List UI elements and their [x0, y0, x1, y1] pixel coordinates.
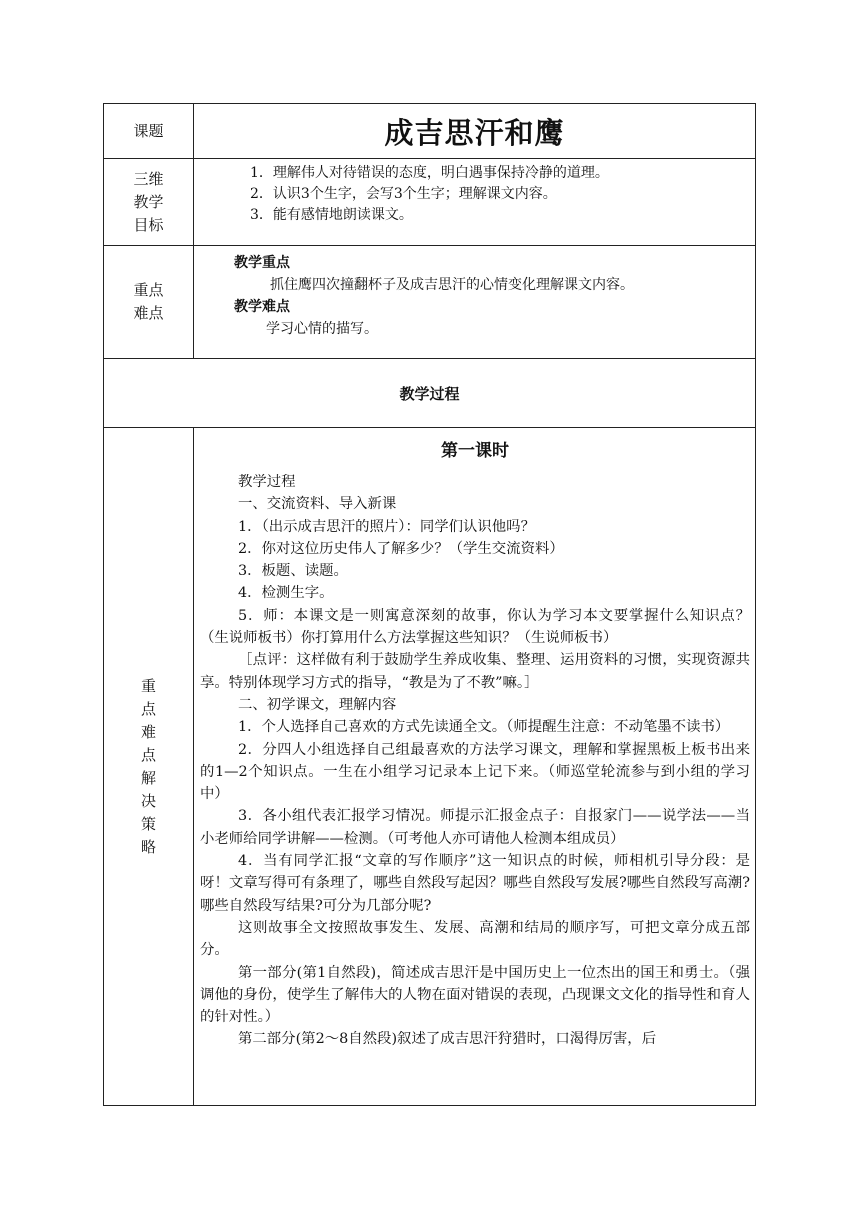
process-row — [104, 359, 756, 428]
key-text: 抓住鹰四次撞翻杯子及成吉思汗的心情变化理解课文内容。 — [270, 277, 634, 293]
key-points-row — [104, 246, 756, 359]
strategy-label-char: 略 — [140, 837, 156, 856]
strategy-paragraphs — [200, 471, 750, 1105]
strategy-row — [104, 428, 756, 1106]
goals-content — [194, 159, 756, 246]
strategy-label-char: 点 — [140, 699, 156, 718]
goals-label-line: 目标 — [133, 215, 164, 234]
process-title: 教学过程 — [104, 359, 756, 428]
key-points-label — [104, 246, 194, 359]
paragraph: 二、初学课文，理解内容 — [238, 696, 397, 713]
paragraph: 3．各小组代表汇报学习情况。师提示汇报金点子：自报家门——说学法——当小老师给同学讲解——检测。（可考他人亦可请他人检测本组成员） — [200, 808, 750, 847]
goal-item: 2．认识3个生字，会写3个生字；理解课文内容。 — [250, 186, 557, 202]
goals-label-line: 三维 — [133, 169, 164, 188]
lesson-period-title: 第一课时 — [441, 441, 509, 461]
paragraph: 教学过程 — [238, 474, 296, 490]
lesson-title: 成吉思汗和鹰 — [194, 104, 756, 159]
key-points-label-line: 难点 — [133, 304, 164, 322]
paragraph: 4．当有同学汇报“文章的写作顺序”这一知识点的时候，师相机引导分段：是呀！文章写得可有条理了，哪些自然段写起因？哪些自然段写发展?哪些自然段写高潮?哪些自然段写结果?可分为几部分呢? — [200, 853, 750, 914]
key-points-content — [194, 246, 756, 359]
paragraph: 5．师：本课文是一则寓意深刻的故事，你认为学习本文要掌握什么知识点？（生说师板书）你打算用什么方法掌握这些知识？（生说师板书） — [200, 607, 750, 647]
strategy-label-char: 解 — [140, 768, 156, 787]
paragraph: 2．分四人小组选择自己组最喜欢的方法学习课文，理解和掌握黑板上板书出来的1—2个知识点。一生在小组学习记录本上记下来。（师巡堂轮流参与到小组的学习中） — [200, 741, 750, 803]
topic-row — [104, 104, 756, 159]
key-heading: 教学重点 — [234, 255, 290, 271]
difficult-heading: 教学难点 — [234, 299, 290, 315]
lesson-plan-table — [103, 103, 756, 1106]
goals-label — [104, 159, 194, 246]
goal-item: 1．理解伟人对待错误的态度，明白遇事保持冷静的道理。 — [250, 165, 609, 181]
paragraph: ［点评：这样做有利于鼓励学生养成收集、整理、运用资料的习惯，实现资源共享。特别体现学习方式的指导，“教是为了不教”嘛。］ — [200, 652, 750, 691]
strategy-label-char: 重 — [140, 676, 156, 695]
strategy-label-char: 难 — [140, 722, 156, 741]
strategy-content — [194, 428, 756, 1106]
paragraph: 1．（出示成吉思汗的照片）：同学们认识他吗？ — [238, 518, 535, 535]
paragraph: 1．个人选择自己喜欢的方式先读通全文。（师提醒生注意：不动笔墨不读书） — [238, 719, 730, 736]
goal-item: 3．能有感情地朗读课文。 — [250, 207, 413, 223]
key-points-label-line: 重点 — [133, 281, 164, 299]
strategy-label-char: 决 — [140, 791, 156, 810]
paragraph: 第一部分(第1自然段)，简述成吉思汗是中国历史上一位杰出的国王和勇士。（强调他的身份，使学生了解伟大的人物在面对错误的表现，凸现课文文化的指导性和育人的针对性。） — [200, 964, 750, 1026]
difficult-text: 学习心情的描写。 — [266, 321, 378, 337]
strategy-label — [104, 428, 194, 1106]
paragraph: 4．检测生字。 — [238, 585, 334, 602]
paragraph: 一、交流资料、导入新课 — [238, 496, 397, 513]
topic-label: 课题 — [104, 104, 194, 159]
lesson-plan-page — [103, 103, 756, 1106]
paragraph: 这则故事全文按照故事发生、发展、高潮和结局的顺序写，可把文章分成五部分。 — [200, 919, 750, 959]
strategy-label-char: 策 — [140, 814, 156, 833]
strategy-label-char: 点 — [140, 745, 156, 764]
paragraph: 3．板题、读题。 — [238, 563, 348, 580]
paragraph: 第二部分(第2～8自然段)叙述了成吉思汗狩猎时，口渴得厉害，后 — [238, 1031, 657, 1048]
goals-row — [104, 159, 756, 246]
goals-label-line: 教学 — [133, 192, 164, 211]
paragraph: 2．你对这位历史伟人了解多少？（学生交流资料） — [238, 540, 564, 557]
